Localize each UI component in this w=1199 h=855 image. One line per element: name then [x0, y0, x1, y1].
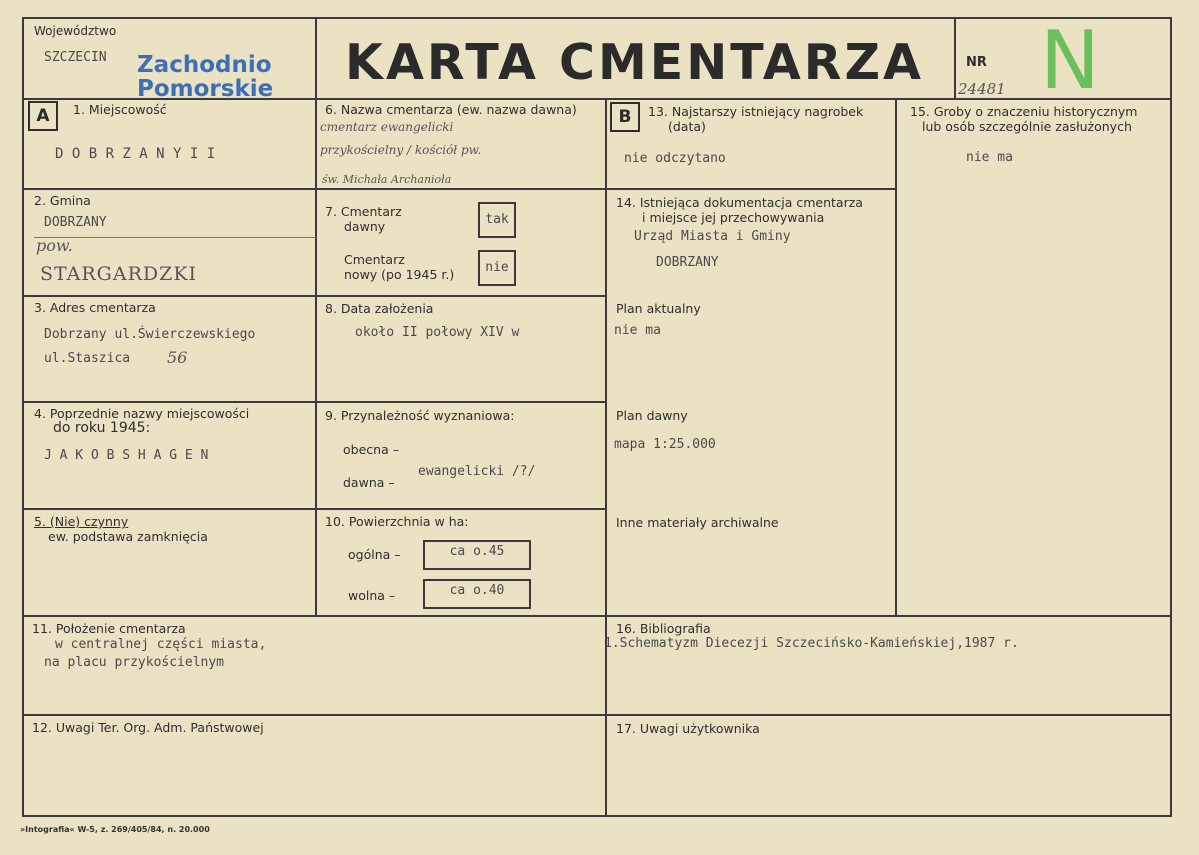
- adres-line1: Dobrzany ul.Świerczewskiego: [44, 327, 256, 342]
- powierzchnia-label: 10. Powierzchnia w ha:: [325, 514, 469, 529]
- gmina-value: DOBRZANY: [44, 215, 107, 230]
- rule-r5: [22, 615, 1172, 617]
- uwagi-ter-label: 12. Uwagi Ter. Org. Adm. Państwowej: [32, 720, 264, 735]
- rule-r4: [22, 508, 606, 510]
- cmentarz-dawny-label-2: dawny: [344, 219, 386, 234]
- data-label: 8. Data założenia: [325, 301, 434, 316]
- pow-label: pow.: [36, 236, 73, 255]
- cmentarz-dawny-box: tak: [478, 202, 516, 238]
- category-mark: N: [1040, 14, 1100, 107]
- wojewodztwo-label: Województwo: [34, 24, 117, 38]
- nagrobek-label-2: (data): [668, 119, 706, 134]
- wolna-label: wolna –: [348, 588, 396, 603]
- miejscowosc-value: D O B R Z A N Y I I: [55, 146, 216, 162]
- rule-r3: [22, 401, 606, 403]
- wojewodztwo-value: SZCZECIN: [44, 50, 107, 65]
- divider-col1: [315, 17, 317, 615]
- dokumentacja-value-2: DOBRZANY: [656, 255, 719, 270]
- poprzednie-label-2: do roku 1945:: [53, 420, 151, 436]
- nazwa-hw-2: przykościelny / kościół pw.: [320, 143, 482, 157]
- stamp-line2: Pomorskie: [137, 76, 274, 102]
- dokumentacja-label-1: 14. Istniejąca dokumentacja cmentarza: [616, 195, 863, 210]
- stamp-line1: Zachodnio: [137, 52, 272, 78]
- divider-col2: [605, 98, 607, 816]
- section-a-badge: A: [28, 101, 58, 131]
- cmentarz-nowy-box: nie: [478, 250, 516, 286]
- miejscowosc-label: 1. Miejscowość: [73, 102, 167, 117]
- wolna-box: ca o.40: [423, 579, 531, 609]
- obecna-label: obecna –: [343, 442, 399, 457]
- dawna-label: dawna –: [343, 475, 395, 490]
- bibliografia-label: 16. Bibliografia: [616, 621, 711, 636]
- section-b-badge: B: [610, 102, 640, 132]
- adres-line2: ul.Staszica: [44, 351, 131, 366]
- groby-label-2: lub osób szczególnie zasłużonych: [922, 119, 1132, 134]
- plan-aktualny-value: nie ma: [614, 323, 661, 338]
- page-title: KARTA CMENTARZA: [345, 34, 924, 91]
- nazwa-label: 6. Nazwa cmentarza (ew. nazwa dawna): [325, 102, 577, 117]
- dokumentacja-label-2: i miejsce jej przechowywania: [642, 210, 825, 225]
- nr-value: 24481: [958, 80, 1006, 98]
- polozenie-line1: w centralnej części miasta,: [55, 637, 267, 652]
- dawna-value: ewangelicki /?/: [418, 464, 536, 479]
- nazwa-hw-3: św. Michała Archanioła: [322, 173, 452, 186]
- adres-label: 3. Adres cmentarza: [34, 300, 156, 315]
- plan-aktualny-label: Plan aktualny: [616, 301, 701, 316]
- gmina-label: 2. Gmina: [34, 193, 91, 208]
- plan-dawny-label: Plan dawny: [616, 408, 688, 423]
- frame-top: [22, 17, 1172, 19]
- nr-label: NR: [966, 55, 987, 70]
- plan-dawny-value: mapa 1:25.000: [614, 437, 716, 452]
- dokumentacja-value-1: Urząd Miasta i Gminy: [634, 229, 791, 244]
- cmentarz-dawny-label-1: 7. Cmentarz: [325, 204, 402, 219]
- polozenie-line2: na placu przykościelnym: [44, 655, 225, 670]
- rule-b1: [605, 188, 896, 190]
- poprzednie-label-1: 4. Poprzednie nazwy miejscowości: [34, 406, 250, 421]
- divider-nr: [954, 17, 956, 99]
- frame-right: [1170, 17, 1172, 817]
- pow-value: STARGARDZKI: [40, 263, 198, 285]
- przynaleznosc-label: 9. Przynależność wyznaniowa:: [325, 408, 515, 423]
- ogolna-label: ogólna –: [348, 547, 401, 562]
- bibliografia-value: 1.Schematyzm Diecezji Szczecińsko-Kamieńskiej,1987 r.: [604, 636, 1019, 651]
- polozenie-label: 11. Położenie cmentarza: [32, 621, 186, 636]
- nazwa-hw-1: cmentarz ewangelicki: [320, 120, 454, 134]
- cmentarz-nowy-label-1: Cmentarz: [344, 252, 405, 267]
- print-info: »Intografia« W-5, z. 269/405/84, n. 20.000: [20, 825, 210, 834]
- groby-label-1: 15. Groby o znaczeniu historycznym: [910, 104, 1138, 119]
- cmentarz-nowy-label-2: nowy (po 1945 r.): [344, 267, 455, 282]
- nagrobek-value: nie odczytano: [624, 151, 726, 166]
- frame-left: [22, 17, 24, 817]
- rule-r2: [22, 295, 606, 297]
- frame-bottom: [22, 815, 1172, 817]
- ogolna-box: ca o.45: [423, 540, 531, 570]
- adres-number: 56: [167, 348, 188, 367]
- gmina-underline: [34, 237, 316, 238]
- uwagi-uzytkownika-label: 17. Uwagi użytkownika: [616, 721, 760, 736]
- rule-r1: [22, 188, 606, 190]
- rule-r6: [22, 714, 1172, 716]
- inne-label: Inne materiały archiwalne: [616, 515, 779, 530]
- czynny-label-2: ew. podstawa zamknięcia: [48, 529, 208, 544]
- groby-value: nie ma: [966, 150, 1013, 165]
- poprzednie-value: J A K O B S H A G E N: [44, 448, 209, 463]
- nagrobek-label-1: 13. Najstarszy istniejący nagrobek: [648, 104, 864, 119]
- czynny-label-1: 5. (Nie) czynny: [34, 514, 129, 529]
- divider-col3: [895, 98, 897, 616]
- data-value: około II połowy XIV w: [355, 325, 520, 340]
